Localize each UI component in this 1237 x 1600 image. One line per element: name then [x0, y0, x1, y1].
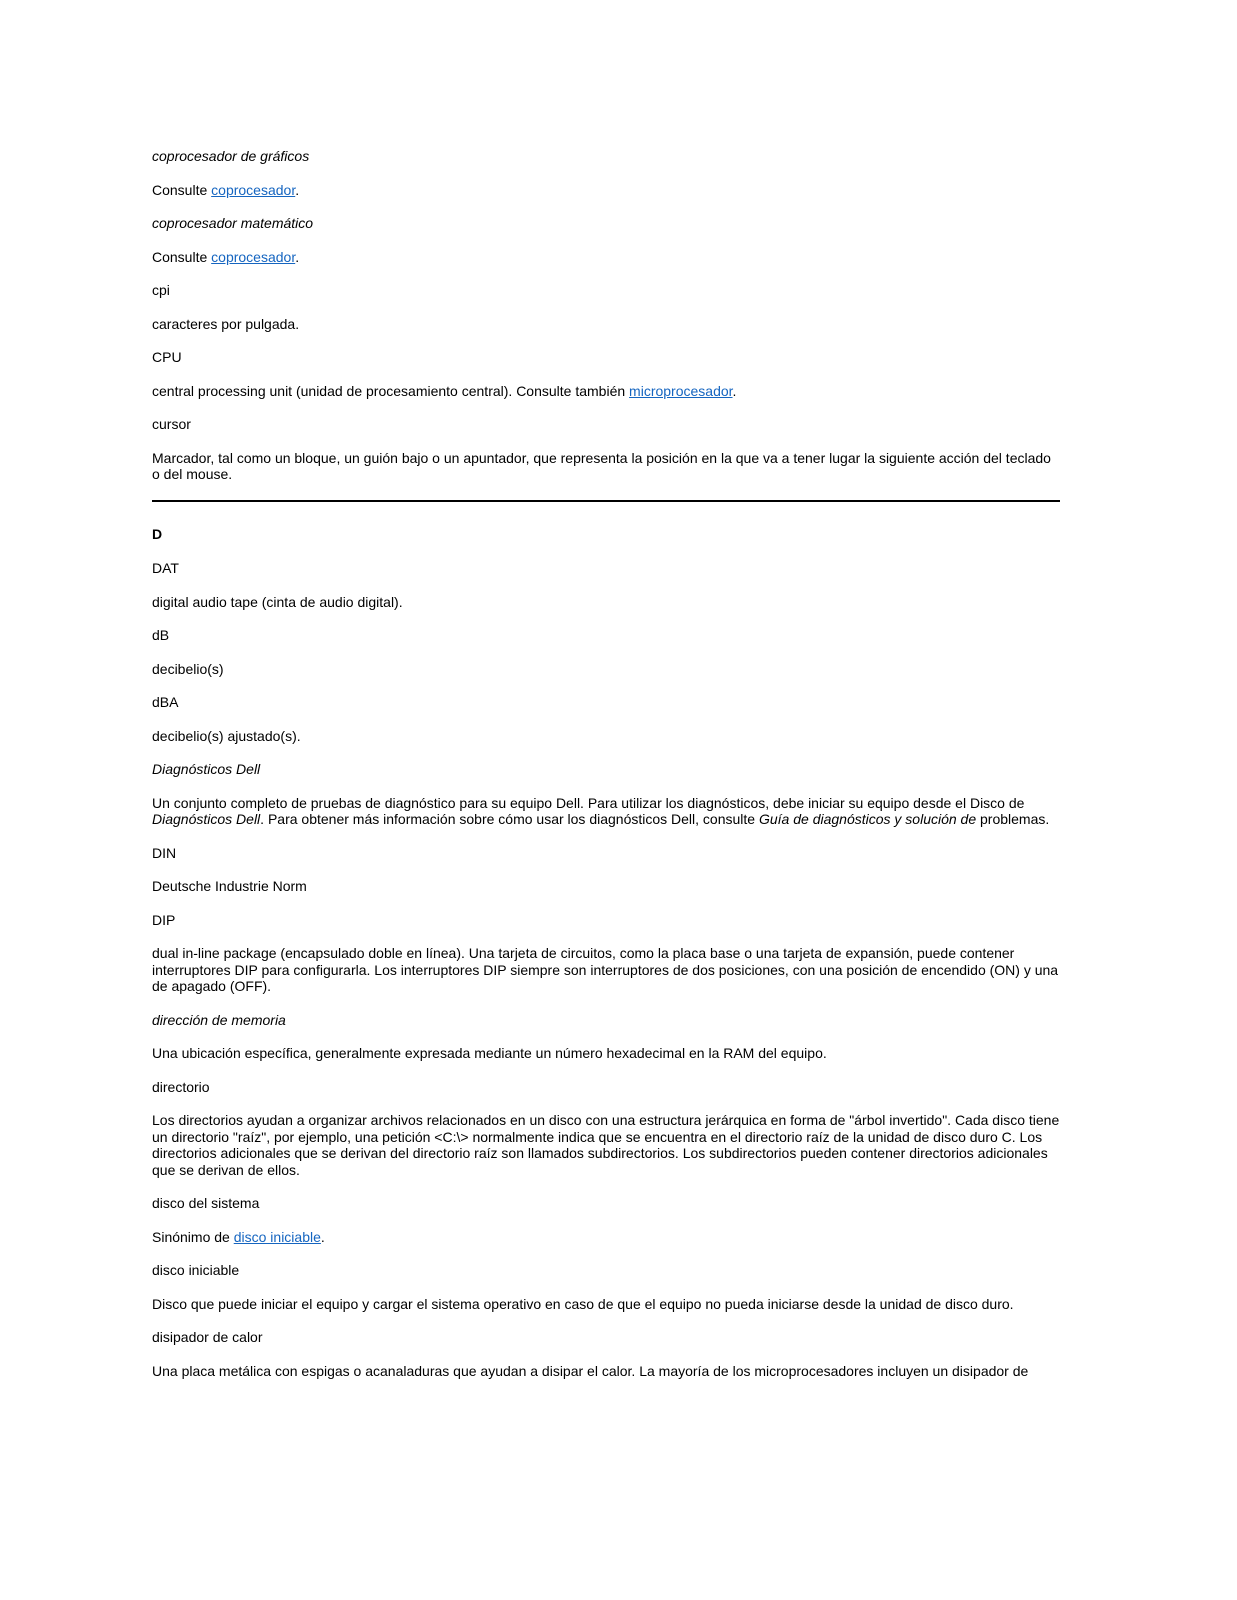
glossary-term: DIN — [152, 844, 177, 861]
section-divider — [152, 500, 1060, 502]
definition-text: problemas. — [976, 811, 1050, 827]
definition-text: digital audio tape (cinta de audio digital). — [152, 593, 403, 610]
definition-text: . — [320, 1228, 325, 1245]
glossary-term: directorio — [152, 1078, 210, 1095]
definition-text: Guía de diagnósticos y solución de — [758, 811, 977, 827]
glossary-term: coprocesador matemático — [152, 215, 314, 231]
glossary-page — [152, 148, 1060, 1396]
glossary-term: DIP — [152, 911, 176, 928]
glossary-term: disco iniciable — [152, 1262, 240, 1278]
definition-text: Disco que puede iniciar el equipo y cargar el sistema operativo en caso de que el equipo no pueda iniciarse desde la unidad de disco duro. — [152, 1295, 1014, 1312]
glossary-term: disipador de calor — [152, 1329, 263, 1345]
definition-text: decibelio(s) ajustado(s). — [152, 727, 301, 744]
definition-text: Marcador, tal como un bloque, un guión bajo o un apuntador, que representa la posición en la que va a tener lugar la siguiente acción del teclado o del mouse. — [152, 449, 1051, 482]
section-letter-heading: D — [152, 525, 163, 542]
definition-text: caracteres por pulgada. — [152, 315, 300, 332]
glossary-definition — [152, 383, 1060, 400]
glossary-term: cpi — [152, 282, 170, 298]
glossary-term: Diagnósticos Dell — [152, 761, 261, 777]
definition-text: . — [732, 382, 737, 399]
definition-text: Un conjunto completo de pruebas de diagnóstico para su equipo Dell. Para utilizar los diagnósticos, debe iniciar su equipo desde el Disco de — [152, 794, 1025, 811]
glossary-definition — [152, 661, 1060, 678]
glossary-term: coprocesador de gráficos — [152, 148, 310, 164]
glossary-definition — [152, 182, 1060, 199]
glossary-definition — [152, 1363, 1060, 1380]
definition-text: Deutsche Industrie Norm — [152, 878, 307, 894]
glossary-link[interactable]: coprocesador — [211, 248, 296, 265]
glossary-term: disco del sistema — [152, 1195, 260, 1211]
glossary-section-c — [152, 148, 1060, 483]
glossary-link[interactable]: disco iniciable — [233, 1228, 321, 1245]
glossary-definition — [152, 249, 1060, 266]
definition-text: . — [295, 248, 300, 265]
glossary-term: DAT — [152, 560, 179, 576]
glossary-definition — [152, 1112, 1060, 1178]
glossary-link[interactable]: microprocesador — [629, 382, 733, 399]
glossary-definition — [152, 1229, 1060, 1246]
definition-text: central processing unit (unidad de procesamiento central). Consulte también — [152, 382, 630, 399]
definition-text: Diagnósticos Dell — [152, 811, 261, 827]
definition-text: . — [295, 181, 300, 198]
glossary-definition — [152, 795, 1060, 828]
definition-text: Consulte — [152, 181, 212, 198]
definition-text: Los directorios ayudan a organizar archivos relacionados en un disco con una estructura jerárquica en forma de "árbol invertido". Cada disco tiene un directorio "raíz", por ejemplo, una petición <C:\> normalmente indica que se encuentra en el directorio raíz de la unidad de disco duro C. Los directorios adicionales que se derivan del directorio raíz son llamados subdirectorios. Los subdirectorios pueden contener directorios adicionales que se derivan de ellos. — [152, 1112, 1060, 1178]
glossary-definition — [152, 316, 1060, 333]
definition-text: Consulte — [152, 248, 212, 265]
definition-text: Sinónimo de — [152, 1228, 234, 1245]
definition-text: . Para obtener más información sobre cómo usar los diagnósticos Dell, consulte — [260, 811, 759, 827]
glossary-section-d — [152, 560, 1060, 1379]
definition-text: Una placa metálica con espigas o acanaladuras que ayudan a disipar el calor. La mayoría de los microprocesadores incluyen un disipador de — [152, 1362, 1029, 1379]
glossary-definition — [152, 1296, 1060, 1313]
glossary-term: CPU — [152, 349, 182, 365]
glossary-term: dB — [152, 627, 170, 643]
glossary-definition — [152, 728, 1060, 745]
definition-text: decibelio(s) — [152, 660, 224, 677]
glossary-definition — [152, 878, 1060, 895]
glossary-term: dirección de memoria — [152, 1011, 286, 1028]
glossary-definition — [152, 450, 1060, 483]
definition-text: dual in-line package (encapsulado doble en línea). Una tarjeta de circuitos, como la placa base o una tarjeta de expansión, puede contener interruptores DIP para configurarla. Los interruptores DIP siempre son interruptores de dos posiciones, con una posición de encendido (ON) y una de apagado (OFF). — [152, 945, 1059, 994]
glossary-link[interactable]: coprocesador — [211, 181, 296, 198]
glossary-definition — [152, 594, 1060, 611]
glossary-definition — [152, 945, 1060, 995]
glossary-term: cursor — [152, 416, 191, 432]
glossary-term: dBA — [152, 694, 179, 710]
definition-text: Una ubicación específica, generalmente expresada mediante un número hexadecimal en la RAM del equipo. — [152, 1045, 827, 1061]
glossary-definition — [152, 1045, 1060, 1062]
